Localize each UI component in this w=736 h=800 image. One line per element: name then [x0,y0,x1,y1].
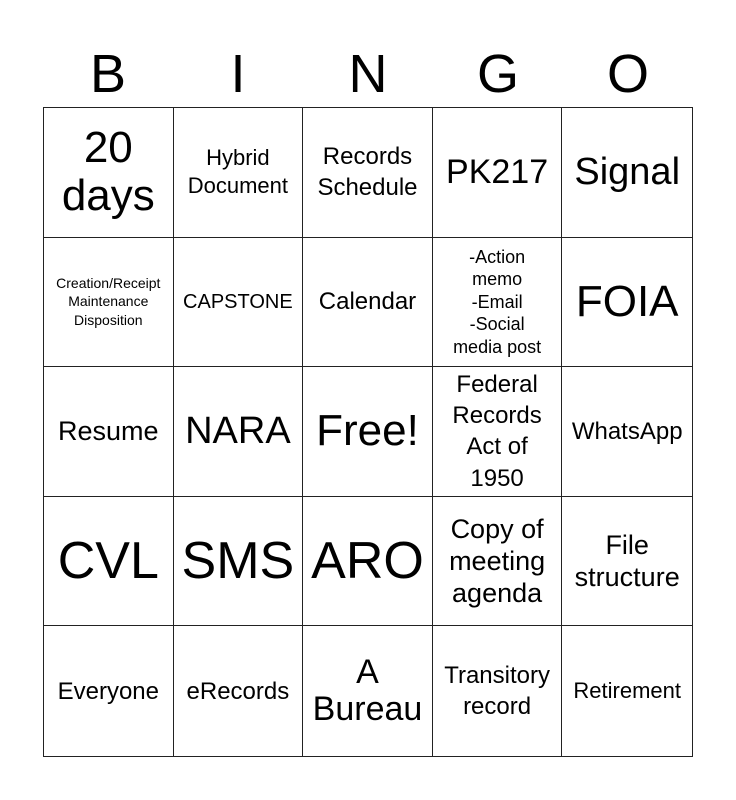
bingo-cell-r4-c2[interactable] [174,497,304,627]
bingo-cell-r2-c5[interactable] [562,238,692,368]
bingo-cell-label: Retirement [573,677,681,703]
bingo-cell-r2-c4[interactable] [433,238,563,368]
bingo-cell-label: NARA [185,409,291,452]
bingo-cell-label: Creation/Receipt Maintenance Disposition [56,274,161,329]
bingo-cell-label: SMS [181,532,295,591]
bingo-cell-r4-c5[interactable] [562,497,692,627]
bingo-cell-label: Federal Records Act of 1950 [452,371,542,492]
header-letter-n: N [348,44,388,104]
bingo-cell-label: ARO [311,532,424,591]
bingo-cell-label: Everyone [57,677,159,705]
bingo-cell-r4-c1[interactable] [44,497,174,627]
bingo-cell-r3-c5[interactable] [562,367,692,497]
bingo-header [43,40,693,108]
bingo-cell-r5-c1[interactable] [44,626,174,756]
bingo-cell-label: PK217 [446,152,549,191]
header-letter-g: G [476,44,519,104]
bingo-cell-label: A Bureau [312,652,423,729]
bingo-cell-r4-c3[interactable] [303,497,433,627]
bingo-cell-r2-c3[interactable] [303,238,433,368]
bingo-cell-r3-c3[interactable] [303,367,433,497]
bingo-cell-label: Free! [316,406,419,456]
header-letter-o: O [606,44,649,104]
bingo-cell-r5-c2[interactable] [174,626,304,756]
bingo-cell-r4-c4[interactable] [433,497,563,627]
bingo-cell-r1-c3[interactable] [303,108,433,238]
bingo-cell-r3-c2[interactable] [174,367,304,497]
bingo-cell-r2-c1[interactable] [44,238,174,368]
bingo-cell-label: File structure [574,529,680,593]
bingo-cell-r1-c5[interactable] [562,108,692,238]
bingo-cell-label: Copy of meeting agenda [449,513,546,609]
bingo-cell-r5-c4[interactable] [433,626,563,756]
bingo-cell-r1-c4[interactable] [433,108,563,238]
bingo-cell-r3-c4[interactable] [433,367,563,497]
bingo-cell-label: Records Schedule [317,143,418,202]
bingo-cell-r2-c2[interactable] [174,238,304,368]
bingo-cell-r1-c1[interactable] [44,108,174,238]
bingo-board [43,107,693,757]
bingo-cell-r5-c3[interactable] [303,626,433,756]
bingo-cell-r1-c2[interactable] [174,108,304,238]
bingo-cell-label: Hybrid Document [187,144,289,199]
header-letter-b: B [89,44,127,104]
bingo-cell-label: CVL [57,532,159,591]
bingo-cell-r3-c1[interactable] [44,367,174,497]
bingo-cell-label: -Action memo -Email -Social media post [453,246,542,357]
bingo-cell-label: FOIA [575,276,679,326]
bingo-cell-label: Signal [574,150,681,193]
bingo-cell-label: 20 days [61,122,155,221]
bingo-cell-label: CAPSTONE [183,290,293,313]
bingo-cell-label: Calendar [318,288,417,316]
bingo-cell-r5-c5[interactable] [562,626,692,756]
header-letter-i: I [230,44,246,104]
bingo-cell-label: WhatsApp [571,417,683,445]
bingo-cell-label: Resume [58,416,159,447]
bingo-cell-label: eRecords [186,677,290,705]
bingo-cell-label: Transitory record [444,662,550,721]
